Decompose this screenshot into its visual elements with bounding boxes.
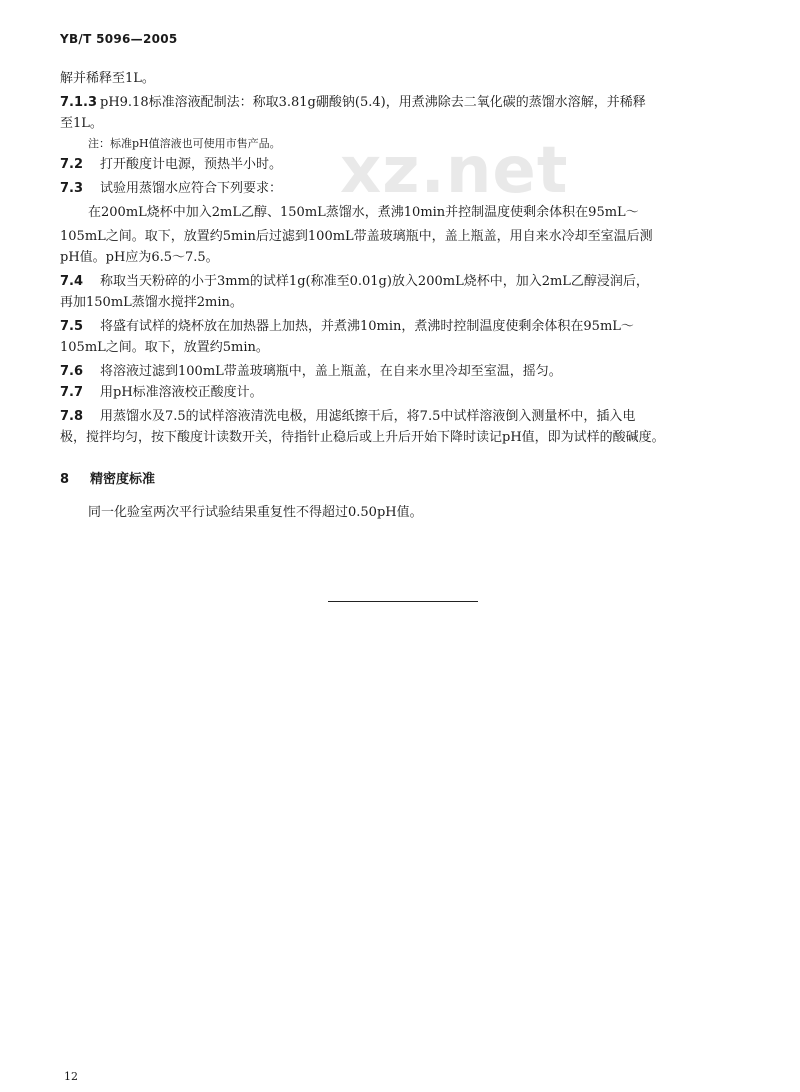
text-line: 在200mL烧杯中加入2mL乙醇、150mL蒸馏水，煮沸10min并控制温度使剩余体积在95mL～	[88, 205, 639, 220]
clause-7-6: 7.6 将溶液过滤到100mL带盖玻璃瓶中，盖上瓶盖，在自来水里冷却至室温，摇匀。	[60, 364, 562, 379]
text-line: 105mL之间。取下，放置约5min后过滤到100mL带盖玻璃瓶中，盖上瓶盖，用自来水冷却至室温后测	[60, 229, 653, 244]
document-body	[60, 70, 744, 520]
end-rule	[328, 601, 478, 602]
watermark-text: xz.net	[340, 134, 569, 208]
text-line: 再加150mL蒸馏水搅拌2min。	[60, 295, 243, 310]
text-line: 极，搅拌均匀，按下酸度计读数开关，待指针止稳后或上升后开始下降时读记pH值，即为试样的酸碱度。	[60, 430, 665, 445]
clause-number: 7.6	[60, 364, 84, 379]
clause-7-1-3: 7.1.3 pH9.18标准溶液配制法：称取3.81g硼酸钠(5.4)，用煮沸除去二氧化碳的蒸馏水溶解，并稀释	[60, 95, 646, 110]
clause-number: 7.2	[60, 157, 84, 172]
document-id-header: YB/T 5096—2005	[60, 32, 178, 46]
text-line: 105mL之间。取下，放置约5min。	[60, 340, 269, 355]
page-number: 12	[64, 1070, 78, 1083]
text-line: 至1L。	[60, 116, 103, 131]
clause-7-3: 7.3 试验用蒸馏水应符合下列要求：	[60, 181, 283, 196]
text-line: pH值。pH应为6.5～7.5。	[60, 250, 219, 265]
text-line: 解并稀释至1L。	[60, 71, 155, 86]
clause-7-7: 7.7 用pH标准溶液校正酸度计。	[60, 385, 263, 400]
clause-7-5: 7.5 将盛有试样的烧杯放在加热器上加热，并煮沸10min，煮沸时控制温度使剩余体积在95mL～	[60, 319, 634, 334]
note-line: 注：标准pH值溶液也可使用市售产品。	[88, 137, 281, 150]
section-number: 8	[60, 472, 70, 487]
clause-number: 7.5	[60, 319, 84, 334]
clause-number: 7.4	[60, 274, 84, 289]
clause-number: 7.8	[60, 409, 84, 424]
clause-number: 7.1.3	[60, 95, 98, 110]
section-paragraph: 同一化验室两次平行试验结果重复性不得超过0.50pH值。	[88, 505, 423, 520]
section-heading-8	[60, 468, 744, 487]
section-title: 精密度标准	[90, 472, 156, 487]
clause-7-8: 7.8 用蒸馏水及7.5的试样溶液清洗电极，用滤纸擦干后，将7.5中试样溶液倒入测量杯中，插入电	[60, 409, 636, 424]
clause-number: 7.3	[60, 181, 84, 196]
clause-7-2: 7.2 打开酸度计电源，预热半小时。	[60, 157, 283, 172]
clause-number: 7.7	[60, 385, 84, 400]
clause-7-4: 7.4 称取当天粉碎的小于3mm的试样1g(称准至0.01g)放入200mL烧杯中，加入2mL乙醇浸润后，	[60, 274, 649, 289]
